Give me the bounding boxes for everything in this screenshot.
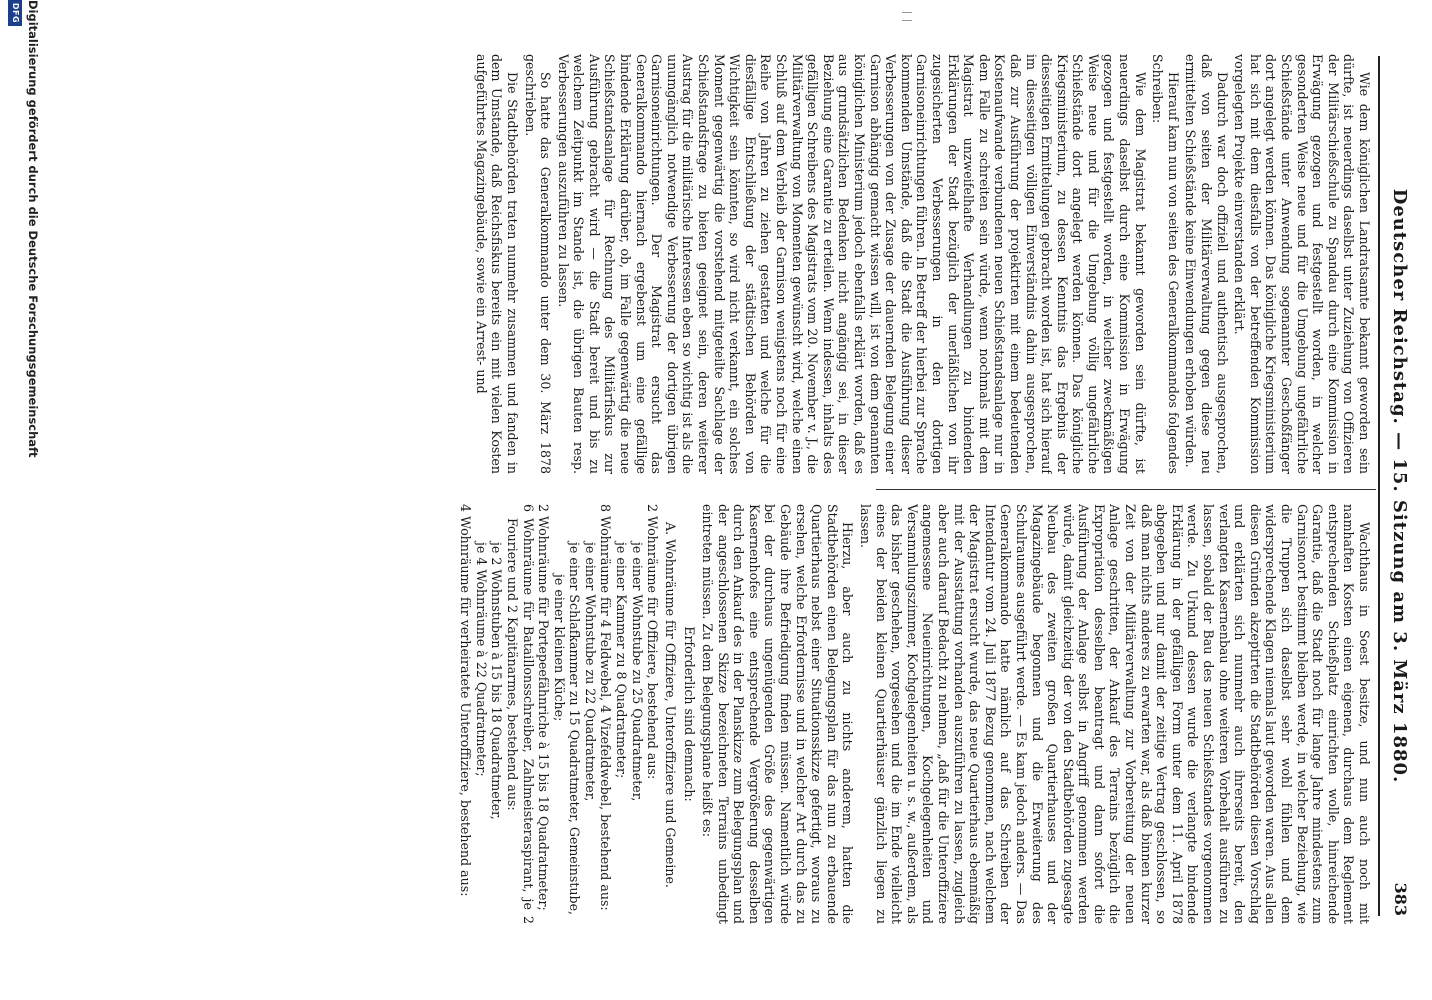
page-number: 383 [1391, 882, 1410, 916]
paragraph: Wie dem königlichen Landratsamte bekannt geworden sein dürfte, ist neuerdings daselbst unter Zuziehung von Offizieren der Militärschießschule zu Spandau durch eine Kommission in Erwägung gezogen und festgestellt worden, in welcher gesonderten Weise neue und für die Umgebung ungefährliche Schießstände unter Anwendung sogenannter Geschoßfänger dort angelegt werden können. Das königliche Kriegsministerium hat sich mit dem diesfalls von der betreffenden Kommission vorgelegten Projekte einverstanden erklärt. [1232, 54, 1372, 474]
page-header [1386, 56, 1410, 916]
list-item: 2 Wohnräume für Portepeefähnriche à 15 bis 18 Quadratmeter; [536, 504, 552, 911]
list-subitem: je einer Schlafkammer zu 15 Quadratmeter, Gemeinstube, [567, 542, 583, 916]
paragraph: Wachthaus in Soest besitze, und nun auch noch mit namhaften Kosten einen eigenen, durchaus dem Reglement entsprechenden Schießplatz einrichten wolle, hinreichende Garantie, daß die Stadt noch für lange Jahre mindestens zum Garnisonort bestimmt bleiben werde, in welcher Beziehung, wie die Truppen sich daselbst sehr wohl fühlen und dem widersprechende Klagen niemals laut geworden waren. Aus allen diesen Gründen akzeptirten die Stadtbehörden diesen Vorschlag und erklärten sich nunmehr auch ihrerseits bereit, den verlangten Kasernenbau ohne weiteren Vorbehalt ausführen zu lassen, sobald der Bau des neuen Schießstandes vorgenommen werde. Zu Urkund dessen wurde die verlangte bindende Erklärung in der gefälligen Form unter dem 11. April 1878 abgegeben und nur damit der zeitige Vertrag geschlossen, so daß man nichts anderes zu erwarten war, als daß binnen kurzer Zeit von der Militärverwaltung zur Vorbereitung der neuen Anlage geschritten, der Ankauf des Terrains bezüglich die Expropriation desselben beantragt und dann sofort die Ausführung der Anlage selbst in Angriff genommen werden würde, damit gleichzeitig der von den Stadtbehörden zugesagte Neubau des zweiten großen Quartierhauses und der Magazingebäude begonnen und die Erweiterung des Schulraumes ausgeführt werde. — Es kam jedoch anders. — Das Generalkommando hatte nämlich auf das Schreiben der Intendantur vom 24. Juli 1877 Bezug genommen, nach welchem der Magistrat ersucht wurde, das neue Quartierhaus ebenmäßig mit der Ausstattung vorhanden auszuführen zu lassen, zugleich aber auch darauf Bedacht zu nehmen, „daß für die Unteroffiziere angemessene Neueinrichtungen, Kochgelegenheiten und Versammlungszimmer, Kochgelegenheiten u. s. w., außerdem, als das bisher geschehen, vorgesehen und die im Ende vielleicht eines der beiden kleinen Quartierhäuser gänzlich liegen zu lassen. [858, 504, 1372, 924]
list-item: 6 Wohnräume für Bataillonsschreiber, Zahlmeisteraspirant, je 2 Fouriere und 2 Kapitänarmes, bestehend aus: [504, 504, 536, 924]
header-rule [1378, 56, 1380, 916]
paragraph: Die Stadtbehörden traten nunmehr zusammen und fanden in dem Umstande, daß Reichsfiskus bereits ein mit vielen Kosten aufgeführtes Magazingebäude, sowie ein Arrest- und [473, 54, 520, 474]
list-subitem: je 2 Wohnstuben à 15 bis 18 Quadratmeter, [489, 542, 505, 820]
list-item: 2 Wohnräume für Offiziere, bestehend aus: [645, 504, 661, 780]
left-column [132, 54, 1372, 474]
column-divider [876, 489, 1376, 490]
paragraph: Hierauf kam nun von seiten des Generalkommandos folgendes Schreiben: [1150, 54, 1181, 474]
list-subitem: je einer Kammer zu 8 Quadratmeter; [614, 542, 630, 779]
section-heading: A. Wohnräume für Offiziere, Unteroffiziere und Gemeine. [662, 522, 678, 888]
dfg-logo: DFG [8, 0, 22, 26]
paragraph: Erforderlich sind demnach: [682, 626, 698, 802]
list-subitem: je 4 Wohnräume à 22 Quadratmeter; [473, 542, 489, 777]
right-column [132, 504, 1372, 924]
scan-mark [902, 12, 912, 13]
running-title: Deutscher Reichstag. — 15. Sitzung am 3. März 1880. [1389, 188, 1410, 784]
digitization-credit: Digitalisierung gefördert durch die Deutsche Forschungsgemeinschaft [26, 0, 40, 458]
list-item: 4 Wohnräume für verheiratete Unteroffiziere, bestehend aus: [458, 504, 474, 897]
paragraph: Hierzu, aber auch zu nichts anderem, hatten die Stadtbehörden einen Belegungsplan für das nun zu erbauende Quartierhaus nebst einer Situationsskizze gefertigt, woraus zu ersehen, welche Erfordernisse und in welcher Art durch das zu Gebäude ihre Befriedigung finden müssen. Namentlich würde bei der durchaus ungenügenden Größe des gegenwärtigen Kasernenhofes eine entsprechende Vergrößerung desselben durch den Ankauf des in der Planskizze zum Belegungsplan und der angeschlossenen Skizze bezeichneten Terrains unbedingt eintreten müssen. Zu dem Belegungsplane heißt es: [700, 504, 856, 924]
quoted-letter: Wie dem Magistrat bekannt geworden sein dürfte, ist neuerdings daselbst durch eine Kommission in Erwägung gezogen und festgestellt worden, in welcher zweckmäßigen Weise neue und für die Umgebung völlig ungefährliche Schießstände dort angelegt werden können. Das königliche Kriegsministerium, zu dessen Kenntnis das Ergebnis der diesseitigen Ermittelungen gebracht worden ist, hat sich hierauf im diesseitigen völligen Einverständnis dahin ausgesprochen, daß zur Ausführung der projektirten mit einem bedeutenden Kostenaufwande verbundenen neuen Schießstandsanlage nur in dem Falle zu schreiten sein würde, wenn nochmals mit dem Magistrat unzweifelhafte Verhandlungen zu bindenden Erklärungen der Stadt bezüglich der unerläßlichen von ihr zugesicherten Verbesserungen in den dortigen Garnisoneinrichtungen führen. In Betreff der hierbei zur Sprache kommenden Umstände, daß die Stadt die Ausführung dieser Verbesserungen von der Zusage der dauernden Belegung einer Garnison abhängig gemacht wissen will, ist von dem genannten königlichen Ministerium jedoch ebenfalls erklärt worden, daß es aus grundsätzlichen Bedenken nicht angängig sei, in dieser Beziehung eine Garantie zu erteilen. Wenn indessen, inhalts des gefälligen Schreibens des Magistrats vom 20. November v. J., die Militärverwaltung von Momenten gewünscht wird, welche einen Schluß auf dem Verbleib der Garnison wenigstens noch für eine Reihe von Jahren zu ziehen gestatten und welche für die diesfällige Entschließung der städtischen Behörden von Wichtigkeit sein könnten, so wird nicht verkannt, ein solches Moment gegenwärtig die vorstehend mitgeteilte Sachlage der Schießstandsfrage zu bieten geeignet sein, deren weiterer Austrag für die militärische Interessen eben so wichtig ist als die unumgänglich notwendige Verbesserung der dortigen übrigen Garnisoneinrichtungen. Der Magistrat ersucht das Generalkommando hiernach ergebenst um eine gefällige bindende Erklärung darüber, ob, im Falle gegenwärtig die neue Schießstandsanlage für Rechnung des Militärfiskus zur Ausführung gebracht wird — die Stadt bereit und bis zu welchem Zeitpunkt im Stande ist, die übrigen Bauten resp. Verbesserungen auszuführen zu lassen. [555, 54, 1148, 474]
list-subitem: je einer Wohnstube zu 22 Quadratmeter, [582, 542, 598, 802]
scan-mark [902, 20, 912, 21]
list-subitem: je einer kleinen Küche; [551, 574, 567, 722]
paragraph: So hatte das Generalkommando unter dem 30. März 1878 geschrieben. [522, 54, 554, 474]
list-item: 8 Wohnräume für 4 Feldwebel, 4 Vizefeldwebel, bestehend aus: [598, 504, 614, 911]
paragraph: Dadurch war doch offiziell und authentisch ausgesprochen, daß von seiten der Militärverwaltung gegen diese neu ermittelten Schießstände keine Einwendungen erhoben würden. [1183, 54, 1230, 474]
list-subitem: je einer Wohnstube zu 25 Quadratmeter, [629, 542, 645, 802]
